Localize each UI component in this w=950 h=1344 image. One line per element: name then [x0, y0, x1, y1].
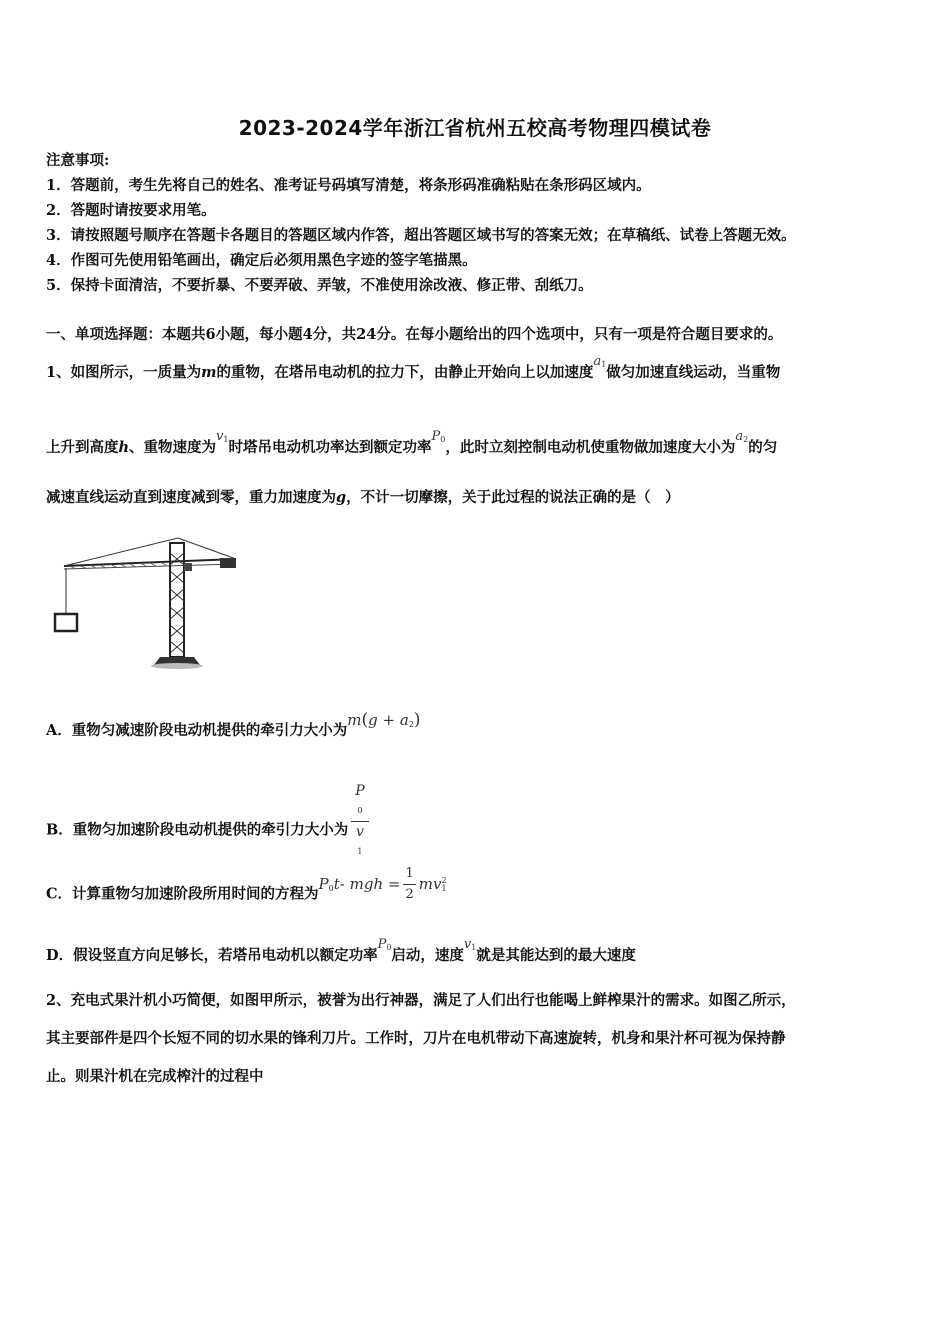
notice-item: 3．请按照题号顺序在答题卡各题目的答题区域内作答，超出答题区域书写的答案无效；在草稿纸、试卷上答题无效。 [46, 227, 796, 244]
question-1-line-2 [46, 429, 778, 462]
question-1-line-3 [46, 488, 680, 508]
option-c[interactable] [46, 866, 447, 915]
q1-text: 时塔吊电动机功率达到额定功率 [228, 439, 432, 456]
a2-symbol: $a_2$ [735, 429, 749, 444]
notice-item: 5．保持卡面清洁，不要折暴、不要弄破、弄皱，不准使用涂改液、修正带、刮纸刀。 [46, 277, 593, 294]
a1-symbol: $a_1$ [593, 354, 607, 369]
p0-symbol: $P_0$ [431, 429, 446, 444]
option-a-formula: $m(g + a_2)$ [347, 710, 421, 730]
notice-item: 2．答题时请按要求用笔。 [46, 202, 216, 219]
option-a-text: A．重物匀减速阶段电动机提供的牵引力大小为 [46, 722, 348, 739]
question-2-line-1: 2、充电式果汁机小巧简便，如图甲所示，被誉为出行神器，满足了人们出行也能喝上鲜榨果汁的需求。如图乙所示， [46, 992, 796, 1009]
v1-symbol: $v_1$ [216, 429, 229, 444]
section-heading: 一、单项选择题：本题共6小题，每小题4分，共24分。在每小题给出的四个选项中，只有一项是符合题目要求的。 [46, 326, 783, 343]
q1-text: 减速直线运动直到速度减到零，重力加速度为 [46, 489, 336, 506]
tower-crane-figure [50, 533, 242, 669]
notice-item: 4．作图可先使用铅笔画出，确定后必须用黑色字迹的签字笔描黑。 [46, 252, 477, 269]
q1-text: 做匀加速直线运动，当重物 [606, 364, 781, 381]
mass-symbol: m [201, 364, 217, 381]
notice-item: 1．答题前，考生先将自己的姓名、准考证号码填写清楚，将条形码准确粘贴在条形码区域内。 [46, 177, 651, 194]
q1-text: 、重物速度为 [129, 439, 217, 456]
notice-heading: 注意事项: [46, 152, 110, 169]
option-d-text: 就是其能达到的最大速度 [476, 947, 636, 964]
q1-text: 1、如图所示，一质量为 [46, 364, 202, 381]
v1-symbol: $v_1$ [463, 937, 477, 952]
q1-text: ，不计一切摩擦，关于此过程的说法正确的是（ ） [346, 489, 680, 506]
option-b-formula: P 0 v 1 [351, 781, 368, 862]
q1-text: 的重物，在塔吊电动机的拉力下，由静止开始向上以加速度 [216, 364, 594, 381]
q1-text: 上升到高度 [46, 439, 119, 456]
p0-symbol: $P_0$ [377, 937, 392, 952]
question-1-line-1 [46, 354, 781, 387]
height-symbol: h [118, 439, 130, 456]
gravity-symbol: g [336, 489, 347, 506]
option-b-text: B．重物匀加速阶段电动机提供的牵引力大小为 [46, 821, 349, 839]
q1-text: 的匀 [748, 439, 778, 456]
option-b[interactable] [46, 783, 372, 871]
option-d[interactable] [46, 937, 636, 970]
option-c-text: C．计算重物匀加速阶段所用时间的方程为 [46, 885, 319, 903]
q1-text: ，此时立刻控制电动机使重物做加速度大小为 [445, 439, 736, 456]
option-d-text: D．假设竖直方向足够长，若塔吊电动机以额定功率 [46, 947, 378, 964]
option-a[interactable] [46, 710, 421, 745]
question-2-line-2: 其主要部件是四个长短不同的切水果的锋利刀片。工作时，刀片在电机带动下高速旋转，机身和果汁杯可视为保持静 [46, 1030, 786, 1047]
exam-title: 2023-2024学年浙江省杭州五校高考物理四模试卷 [238, 116, 712, 140]
option-c-formula: $P_0t-$ mgh = $\frac{1}{2}$ mv 2 1 [318, 866, 447, 902]
question-2-line-3: 止。则果汁机在完成榨汁的过程中 [46, 1068, 264, 1085]
option-d-text: 启动，速度 [391, 947, 464, 964]
